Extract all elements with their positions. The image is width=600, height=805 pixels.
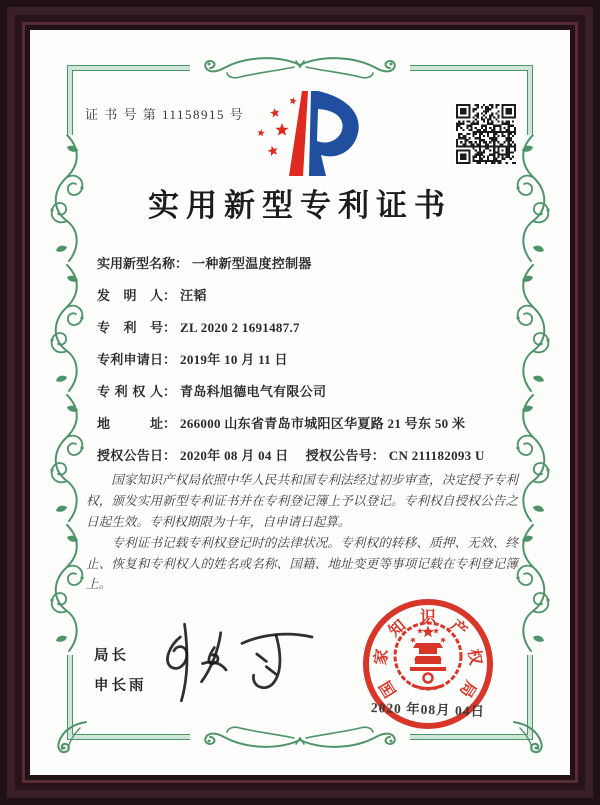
field-value: 266000 山东省青岛市城阳区华夏路 21 号东 50 米 bbox=[180, 416, 466, 431]
svg-text:产: 产 bbox=[446, 617, 470, 641]
field-colon: ： bbox=[175, 256, 189, 271]
legal-paragraph: 国家知识产权局依照中华人民共和国专利法经过初步审查，决定授予专利权，颁发实用新型专利证书并在专利登记簿上予以登记。专利权自授权公告之日起生效。专利权期限为十年，自申请日起算。 bbox=[86, 473, 518, 529]
field-value: 汪韬 bbox=[180, 288, 207, 303]
field-label: 专利权人 bbox=[97, 384, 163, 399]
field-colon: ： bbox=[163, 320, 177, 335]
corner-flourish-bottom-right-icon bbox=[512, 718, 550, 756]
svg-text:国: 国 bbox=[377, 677, 401, 700]
field-label: 发明人 bbox=[97, 288, 163, 303]
field-label: 授权公告号 bbox=[305, 448, 372, 463]
field-label: 地址 bbox=[97, 416, 163, 431]
svg-text:识: 识 bbox=[419, 609, 437, 626]
director-name: 申长雨 bbox=[94, 678, 147, 694]
corner-flourish-bottom-left-icon bbox=[50, 718, 88, 756]
legal-text bbox=[86, 470, 518, 595]
field-value: CN 211182093 U bbox=[388, 448, 485, 463]
svg-text:局: 局 bbox=[455, 677, 479, 700]
legal-paragraph: 专利证书记载专利权登记时的法律状况。专利权的转移、质押、无效、终止、恢复和专利权人的姓名或名称、国籍、地址变更等事项记载在专利登记簿上。 bbox=[86, 535, 518, 592]
field-colon: ： bbox=[163, 416, 177, 431]
director-title: 局长 bbox=[94, 648, 129, 664]
field-value: 一种新型温度控制器 bbox=[192, 256, 312, 271]
flourish-top-icon bbox=[190, 48, 410, 82]
field-label: 专利申请日 bbox=[97, 352, 163, 367]
field-row-patent-number bbox=[97, 321, 544, 334]
field-colon: ： bbox=[371, 448, 385, 463]
field-row-grant-number bbox=[306, 448, 485, 463]
field-row-patentee bbox=[97, 385, 544, 398]
field-colon: ： bbox=[163, 448, 177, 463]
seal-date: 2020 年08月 04日 bbox=[370, 700, 486, 719]
field-label: 授权公告日 bbox=[97, 448, 163, 463]
certificate-number: 证 书 号 第 11158915 号 bbox=[85, 107, 245, 122]
field-row-filing-date bbox=[97, 353, 544, 366]
field-row-utility-model-name bbox=[97, 257, 544, 270]
svg-text:权: 权 bbox=[464, 647, 484, 667]
field-label: 专利号 bbox=[97, 320, 163, 335]
certificate-title: 实用新型专利证书 bbox=[148, 188, 452, 223]
fields-section bbox=[97, 257, 544, 481]
field-row-grant bbox=[97, 449, 544, 462]
field-row-inventor bbox=[97, 289, 544, 302]
field-row-address bbox=[97, 417, 544, 430]
field-colon: ： bbox=[163, 288, 177, 303]
field-value: 2020年 08 月 04 日 bbox=[180, 448, 289, 463]
director-block bbox=[94, 644, 147, 704]
certificate-paper bbox=[30, 30, 570, 775]
qr-code bbox=[454, 102, 518, 166]
field-colon: ： bbox=[163, 352, 177, 367]
field-label: 实用新型名称 bbox=[97, 256, 176, 271]
field-value: 青岛科旭德电气有限公司 bbox=[180, 384, 327, 399]
field-row-grant-date bbox=[97, 448, 289, 463]
field-value: ZL 2020 2 1691487.7 bbox=[180, 320, 300, 335]
logo-red-wedge bbox=[289, 91, 308, 176]
field-value: 2019年 10 月 11 日 bbox=[180, 352, 288, 367]
logo-blue-p bbox=[309, 91, 359, 176]
svg-text:知: 知 bbox=[386, 617, 410, 641]
svg-text:家: 家 bbox=[372, 647, 392, 667]
director-signature-icon bbox=[142, 620, 327, 705]
cnipa-logo-icon bbox=[252, 88, 368, 182]
field-colon: ： bbox=[163, 384, 177, 399]
